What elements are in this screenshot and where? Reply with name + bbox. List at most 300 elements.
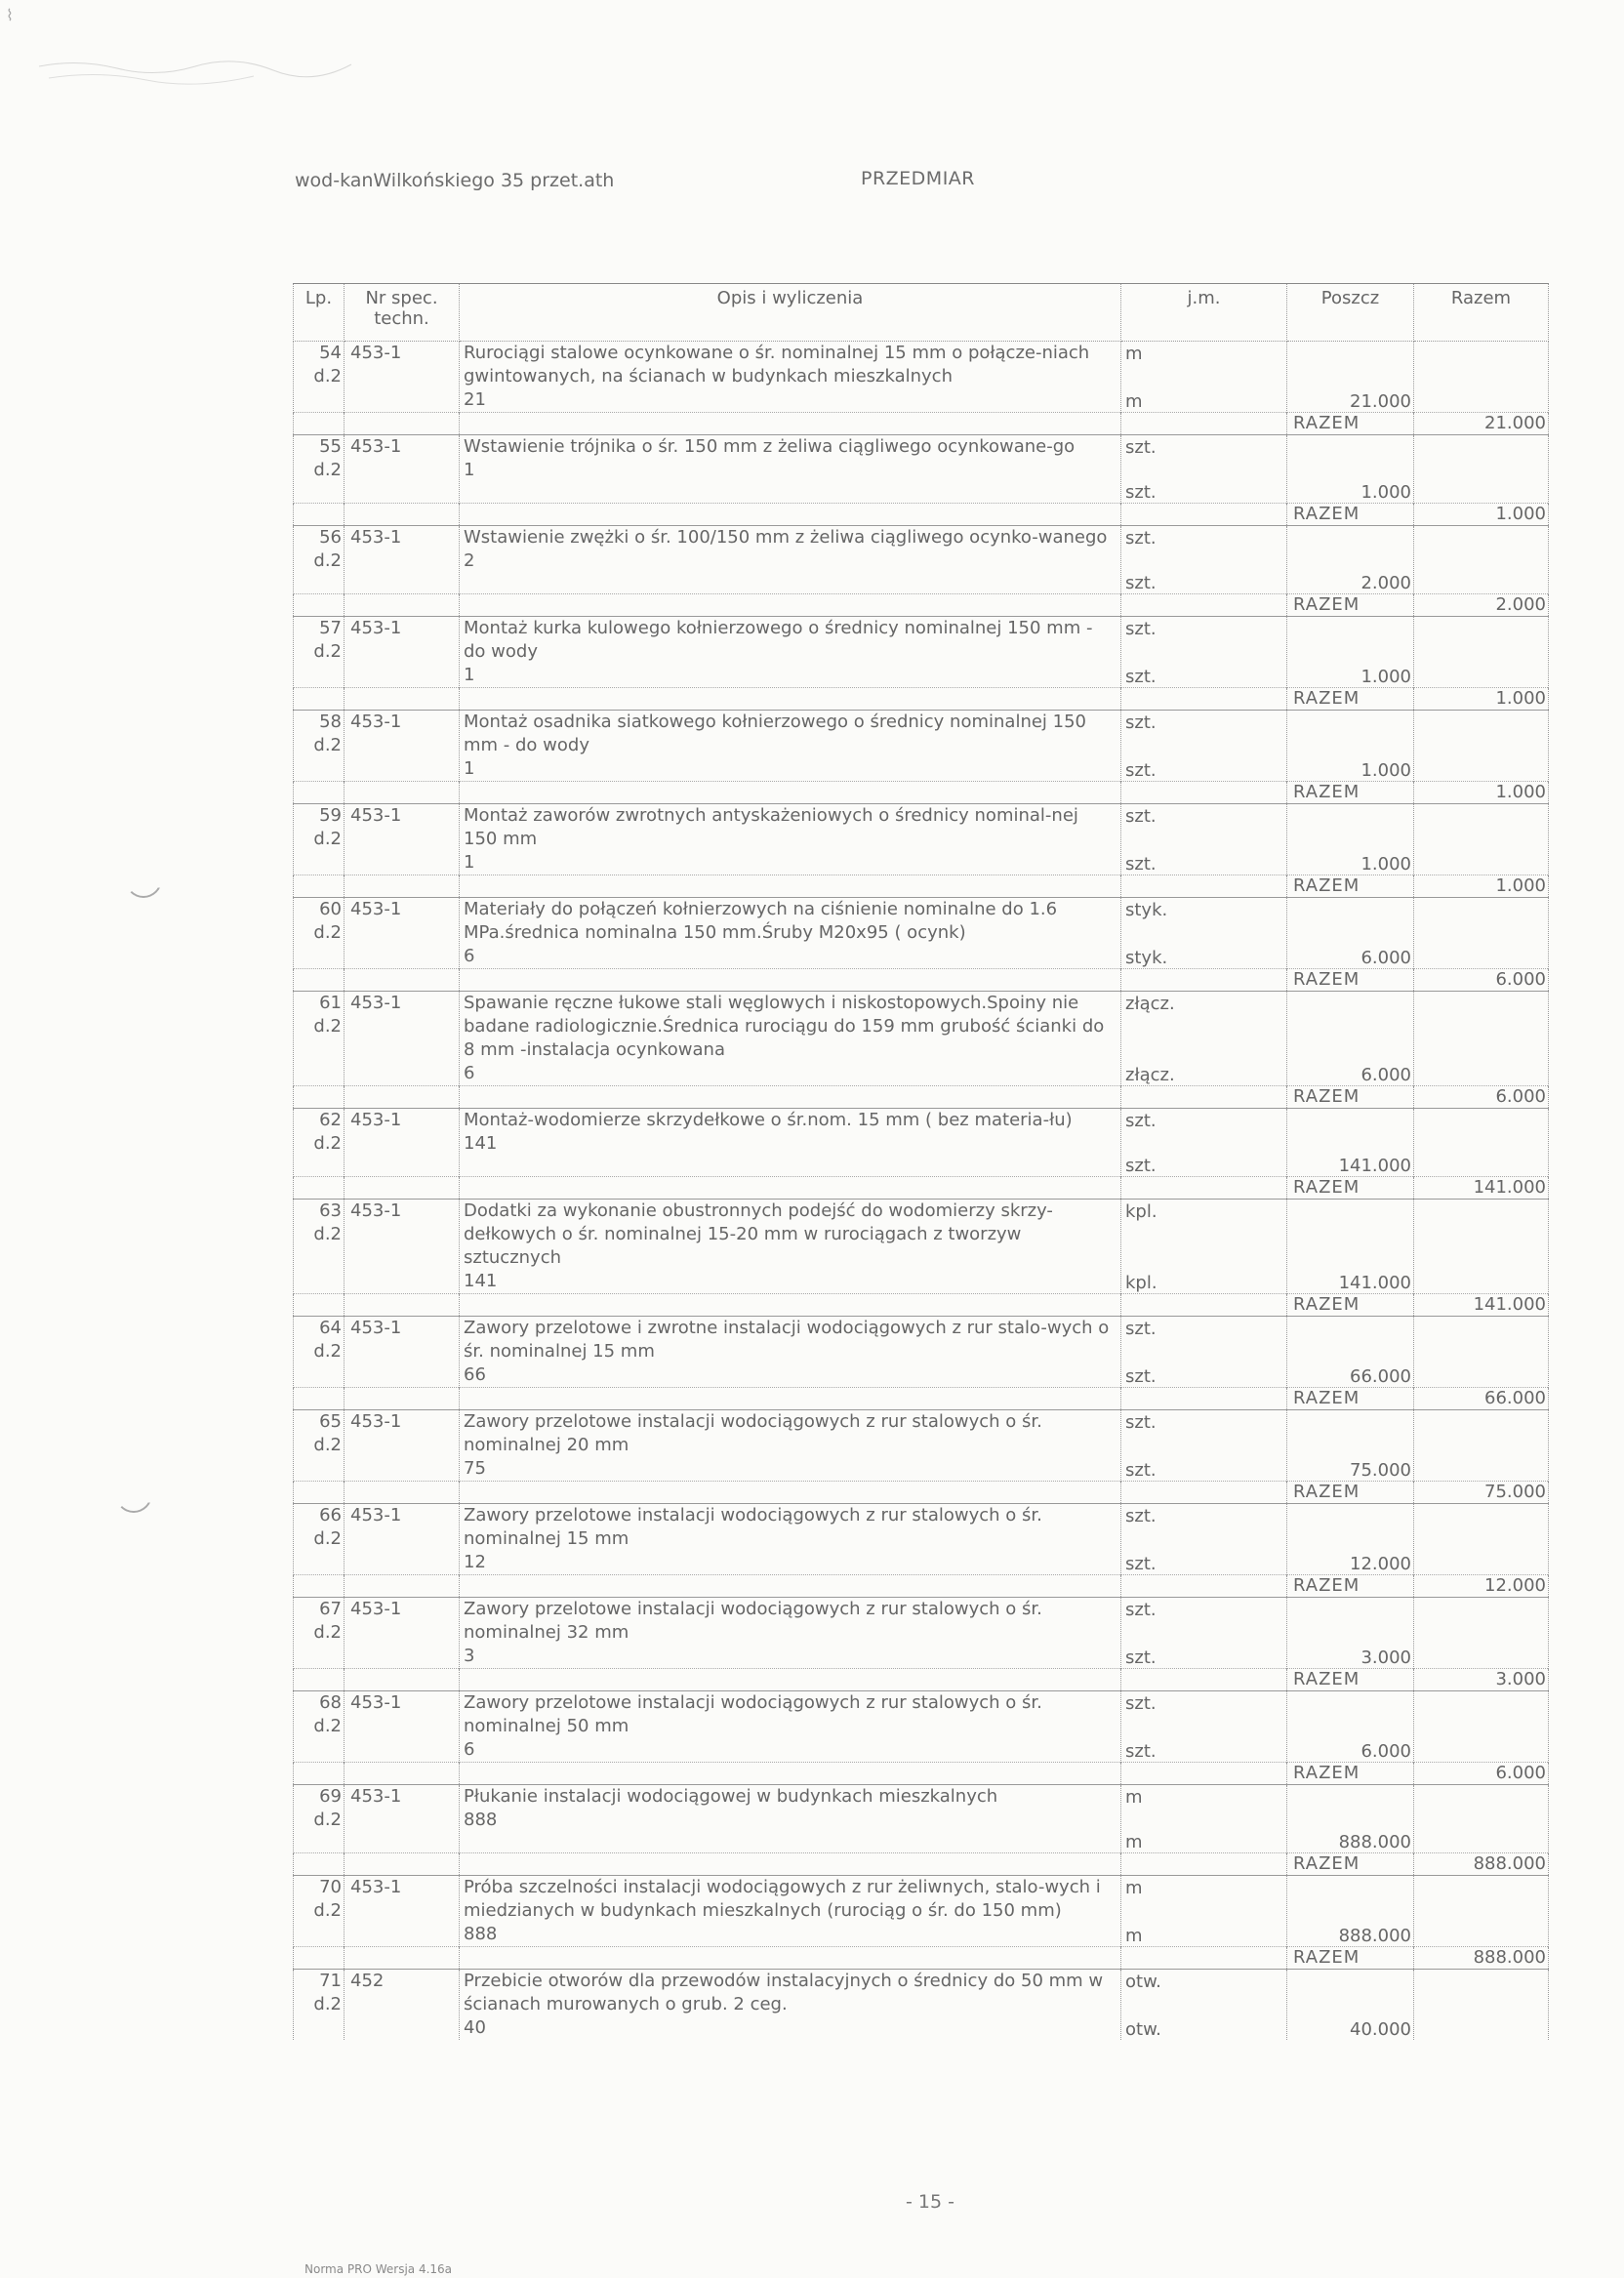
row-spec xyxy=(345,1876,460,1947)
sum-spec-empty xyxy=(345,594,460,617)
row-poszcz-value: 141.000 xyxy=(1338,1156,1411,1176)
row-lp-suffix: d.2 xyxy=(313,1810,342,1830)
row-description: Dodatki za wykonanie obustronnych podejść do wodomierzy skrzy-dełkowych o śr. nominalnej 15-20 mm w rurociągach z tworzyw sztucznych xyxy=(464,1200,1053,1268)
row-lp xyxy=(294,1410,345,1482)
row-unit-bottom: szt. xyxy=(1125,760,1157,781)
row-desc xyxy=(460,804,1121,875)
row-quantity-line: 6 xyxy=(464,1739,475,1760)
row-lp-suffix: d.2 xyxy=(313,1994,342,2014)
row-spec xyxy=(345,1200,460,1294)
row-spec xyxy=(345,1785,460,1853)
table-row xyxy=(294,804,1549,875)
row-description: Montaż osadnika siatkowego kołnierzowego o średnicy nominalnej 150 mm - do wody xyxy=(464,712,1087,755)
col-header-spec: Nr spec. techn. xyxy=(345,284,460,342)
row-lp xyxy=(294,804,345,875)
row-unit-bottom: szt. xyxy=(1125,1460,1157,1481)
row-lp-suffix: d.2 xyxy=(313,550,342,571)
row-unit xyxy=(1121,617,1287,688)
row-lp-number: 71 xyxy=(319,1971,342,1991)
row-unit-bottom: szt. xyxy=(1125,854,1157,875)
sum-spec-empty xyxy=(345,1947,460,1970)
sum-unit-empty xyxy=(1121,1482,1287,1504)
doc-title: PRZEDMIAR xyxy=(861,168,976,189)
sum-spec-empty xyxy=(345,782,460,804)
row-unit-top: m xyxy=(1125,1878,1143,1898)
row-desc xyxy=(460,1785,1121,1853)
row-razem-empty xyxy=(1414,992,1549,1086)
row-lp xyxy=(294,526,345,594)
sum-razem-label: RAZEM xyxy=(1287,413,1414,435)
table-row-sum xyxy=(294,1669,1549,1691)
row-lp xyxy=(294,1504,345,1575)
row-spec-code: 453-1 xyxy=(350,993,402,1013)
row-lp xyxy=(294,711,345,782)
row-poszcz-value: 6.000 xyxy=(1360,1065,1411,1085)
sum-razem-value: 12.000 xyxy=(1414,1575,1549,1598)
row-razem-empty xyxy=(1414,1785,1549,1853)
scan-mark-bracket xyxy=(125,878,162,898)
row-spec xyxy=(345,526,460,594)
row-lp-number: 69 xyxy=(319,1786,342,1807)
row-desc xyxy=(460,1876,1121,1947)
row-description: Przebicie otworów dla przewodów instalacyjnych o średnicy do 50 mm w ścianach murowanych o grub. 2 ceg. xyxy=(464,1971,1104,2014)
sum-razem-label: RAZEM xyxy=(1287,688,1414,711)
row-lp xyxy=(294,1876,345,1947)
row-lp-number: 70 xyxy=(319,1877,342,1897)
row-poszcz xyxy=(1287,1410,1414,1482)
row-lp-suffix: d.2 xyxy=(313,922,342,943)
row-lp-number: 61 xyxy=(319,993,342,1013)
row-unit-top: szt. xyxy=(1125,1600,1157,1620)
sum-spec-empty xyxy=(345,1482,460,1504)
row-poszcz xyxy=(1287,1598,1414,1669)
sum-spec-empty xyxy=(345,969,460,992)
row-poszcz xyxy=(1287,1970,1414,2041)
row-description: Próba szczelności instalacji wodociągowych z rur żeliwnych, stalo-wych i miedzianych w budynkach mieszkalnych (rurociąg o śr. do 150 mm) xyxy=(464,1877,1101,1921)
row-unit-top: szt. xyxy=(1125,1693,1157,1714)
sum-desc-empty xyxy=(460,594,1121,617)
row-lp-suffix: d.2 xyxy=(313,1224,342,1244)
row-lp-suffix: d.2 xyxy=(313,1528,342,1549)
row-quantity-line: 12 xyxy=(464,1552,486,1572)
row-unit-top: szt. xyxy=(1125,1412,1157,1433)
row-spec xyxy=(345,1970,460,2041)
row-lp-number: 59 xyxy=(319,805,342,826)
table-row-sum xyxy=(294,413,1549,435)
sum-razem-value: 888.000 xyxy=(1414,1853,1549,1876)
row-unit-bottom: m xyxy=(1125,1832,1143,1852)
sum-spec-empty xyxy=(345,1669,460,1691)
row-spec-code: 453-1 xyxy=(350,1786,402,1807)
sum-razem-label: RAZEM xyxy=(1287,969,1414,992)
row-desc xyxy=(460,1109,1121,1177)
row-description: Wstawienie zwężki o śr. 100/150 mm z żeliwa ciągliwego ocynko-wanego xyxy=(464,527,1108,548)
row-spec xyxy=(345,898,460,969)
sum-spec-empty xyxy=(345,1575,460,1598)
sum-razem-value: 75.000 xyxy=(1414,1482,1549,1504)
row-poszcz-value: 21.000 xyxy=(1350,391,1411,412)
row-description: Zawory przelotowe instalacji wodociągowych z rur stalowych o śr. nominalnej 32 mm xyxy=(464,1599,1042,1643)
sum-lp-empty xyxy=(294,1388,345,1410)
row-poszcz-value: 1.000 xyxy=(1360,482,1411,503)
row-description: Zawory przelotowe instalacji wodociągowych z rur stalowych o śr. nominalnej 20 mm xyxy=(464,1411,1042,1455)
row-spec-code: 453-1 xyxy=(350,1599,402,1619)
sum-razem-label: RAZEM xyxy=(1287,1177,1414,1200)
sum-unit-empty xyxy=(1121,1763,1287,1785)
row-unit-bottom: kpl. xyxy=(1125,1273,1157,1293)
row-lp-suffix: d.2 xyxy=(313,366,342,386)
row-poszcz-value: 6.000 xyxy=(1360,1741,1411,1762)
sum-desc-empty xyxy=(460,1482,1121,1504)
sum-lp-empty xyxy=(294,1294,345,1317)
row-lp-suffix: d.2 xyxy=(313,1622,342,1643)
sum-unit-empty xyxy=(1121,413,1287,435)
row-unit xyxy=(1121,898,1287,969)
row-unit-top: m xyxy=(1125,344,1143,364)
row-desc xyxy=(460,526,1121,594)
sum-desc-empty xyxy=(460,1853,1121,1876)
row-unit xyxy=(1121,711,1287,782)
footer-software: Norma PRO Wersja 4.16a xyxy=(304,2262,453,2276)
sum-razem-value: 2.000 xyxy=(1414,594,1549,617)
col-header-razem: Razem xyxy=(1414,284,1549,342)
row-unit-bottom: szt. xyxy=(1125,1156,1157,1176)
row-quantity-line: 1 xyxy=(464,758,475,779)
page-number: - 15 - xyxy=(906,2191,954,2213)
table-row-sum xyxy=(294,1763,1549,1785)
sum-razem-value: 6.000 xyxy=(1414,1086,1549,1109)
sum-spec-empty xyxy=(345,504,460,526)
row-desc xyxy=(460,1200,1121,1294)
table-row-sum xyxy=(294,969,1549,992)
row-spec xyxy=(345,1109,460,1177)
sum-lp-empty xyxy=(294,688,345,711)
sum-razem-label: RAZEM xyxy=(1287,594,1414,617)
sum-spec-empty xyxy=(345,1177,460,1200)
row-spec xyxy=(345,617,460,688)
row-razem-empty xyxy=(1414,617,1549,688)
row-poszcz-value: 1.000 xyxy=(1360,854,1411,875)
row-quantity-line: 6 xyxy=(464,1063,475,1083)
row-spec-code: 453-1 xyxy=(350,1200,402,1221)
sum-desc-empty xyxy=(460,504,1121,526)
sum-lp-empty xyxy=(294,969,345,992)
sum-razem-label: RAZEM xyxy=(1287,1853,1414,1876)
row-description: Montaż-wodomierze skrzydełkowe o śr.nom. 15 mm ( bez materia-łu) xyxy=(464,1110,1073,1130)
row-unit-bottom: szt. xyxy=(1125,1741,1157,1762)
row-quantity-line: 40 xyxy=(464,2017,486,2038)
sum-spec-empty xyxy=(345,1388,460,1410)
row-quantity-line: 1 xyxy=(464,852,475,873)
file-name: wod-kanWilkońskiego 35 przet.ath xyxy=(295,170,615,191)
sum-lp-empty xyxy=(294,1482,345,1504)
row-description: Montaż zaworów zwrotnych antyskażeniowych o średnicy nominal-nej 150 mm xyxy=(464,805,1078,849)
row-poszcz-value: 888.000 xyxy=(1338,1926,1411,1946)
row-quantity-line: 1 xyxy=(464,665,475,685)
sum-desc-empty xyxy=(460,413,1121,435)
row-lp-suffix: d.2 xyxy=(313,1341,342,1362)
sum-lp-empty xyxy=(294,1763,345,1785)
sum-razem-label: RAZEM xyxy=(1287,782,1414,804)
row-poszcz xyxy=(1287,804,1414,875)
row-desc xyxy=(460,1691,1121,1763)
sum-desc-empty xyxy=(460,688,1121,711)
row-description: Zawory przelotowe instalacji wodociągowych z rur stalowych o śr. nominalnej 15 mm xyxy=(464,1505,1042,1549)
sum-unit-empty xyxy=(1121,594,1287,617)
row-poszcz-value: 2.000 xyxy=(1360,573,1411,593)
sum-razem-value: 1.000 xyxy=(1414,688,1549,711)
row-unit-top: szt. xyxy=(1125,619,1157,639)
sum-desc-empty xyxy=(460,782,1121,804)
table-row xyxy=(294,342,1549,413)
row-quantity-line: 2 xyxy=(464,550,475,571)
row-lp-suffix: d.2 xyxy=(313,1435,342,1455)
sum-razem-value: 888.000 xyxy=(1414,1947,1549,1970)
row-lp-number: 64 xyxy=(319,1318,342,1338)
row-razem-empty xyxy=(1414,1109,1549,1177)
row-unit-top: szt. xyxy=(1125,437,1157,458)
row-spec xyxy=(345,711,460,782)
sum-razem-value: 1.000 xyxy=(1414,504,1549,526)
sum-razem-value: 1.000 xyxy=(1414,782,1549,804)
row-unit-top: otw. xyxy=(1125,1972,1161,1992)
sum-razem-label: RAZEM xyxy=(1287,1086,1414,1109)
row-poszcz xyxy=(1287,1785,1414,1853)
row-poszcz xyxy=(1287,1317,1414,1388)
row-poszcz xyxy=(1287,526,1414,594)
row-razem-empty xyxy=(1414,342,1549,413)
row-desc xyxy=(460,1504,1121,1575)
row-poszcz xyxy=(1287,1504,1414,1575)
row-lp-suffix: d.2 xyxy=(313,1900,342,1921)
row-spec-code: 453-1 xyxy=(350,618,402,638)
table-row xyxy=(294,526,1549,594)
sum-desc-empty xyxy=(460,1669,1121,1691)
row-unit-top: szt. xyxy=(1125,1319,1157,1339)
row-desc xyxy=(460,435,1121,504)
row-unit xyxy=(1121,1504,1287,1575)
row-spec-code: 453-1 xyxy=(350,1110,402,1130)
row-unit-bottom: szt. xyxy=(1125,573,1157,593)
row-quantity-line: 21 xyxy=(464,389,486,410)
row-spec xyxy=(345,804,460,875)
row-unit-bottom: złącz. xyxy=(1125,1065,1175,1085)
row-spec xyxy=(345,435,460,504)
row-unit-top: styk. xyxy=(1125,900,1168,920)
row-lp-number: 68 xyxy=(319,1692,342,1713)
row-lp xyxy=(294,1317,345,1388)
scan-mark: ⌇ xyxy=(6,6,14,24)
row-lp-number: 56 xyxy=(319,527,342,548)
row-lp xyxy=(294,617,345,688)
sum-razem-label: RAZEM xyxy=(1287,1669,1414,1691)
row-unit xyxy=(1121,1876,1287,1947)
row-spec-code: 453-1 xyxy=(350,1505,402,1525)
sum-spec-empty xyxy=(345,1086,460,1109)
row-lp-number: 60 xyxy=(319,899,342,919)
row-description: Materiały do połączeń kołnierzowych na ciśnienie nominalne do 1.6 MPa.średnica nominalna 150 mm.Śruby M20x95 ( ocynk) xyxy=(464,899,1058,943)
row-unit-top: kpl. xyxy=(1125,1201,1157,1222)
row-unit xyxy=(1121,1970,1287,2041)
sum-spec-empty xyxy=(345,875,460,898)
sum-unit-empty xyxy=(1121,875,1287,898)
sum-unit-empty xyxy=(1121,688,1287,711)
row-spec-code: 453-1 xyxy=(350,1877,402,1897)
sum-lp-empty xyxy=(294,1947,345,1970)
sum-lp-empty xyxy=(294,1575,345,1598)
row-spec xyxy=(345,1598,460,1669)
table-row-sum xyxy=(294,1294,1549,1317)
row-razem-empty xyxy=(1414,1970,1549,2041)
row-lp xyxy=(294,1598,345,1669)
row-unit-bottom: szt. xyxy=(1125,482,1157,503)
sum-unit-empty xyxy=(1121,1947,1287,1970)
sum-desc-empty xyxy=(460,1763,1121,1785)
row-razem-empty xyxy=(1414,526,1549,594)
col-header-lp: Lp. xyxy=(294,284,345,342)
row-lp-number: 63 xyxy=(319,1200,342,1221)
sum-razem-value: 1.000 xyxy=(1414,875,1549,898)
table-row xyxy=(294,992,1549,1086)
row-razem-empty xyxy=(1414,711,1549,782)
row-spec xyxy=(345,1317,460,1388)
row-unit-bottom: szt. xyxy=(1125,1647,1157,1668)
sum-razem-value: 141.000 xyxy=(1414,1294,1549,1317)
table-row xyxy=(294,617,1549,688)
row-razem-empty xyxy=(1414,898,1549,969)
row-description: Wstawienie trójnika o śr. 150 mm z żeliwa ciągliwego ocynkowane-go xyxy=(464,436,1076,457)
row-spec xyxy=(345,342,460,413)
row-razem-empty xyxy=(1414,1598,1549,1669)
row-quantity-line: 1 xyxy=(464,460,475,480)
sum-spec-empty xyxy=(345,1853,460,1876)
row-unit xyxy=(1121,435,1287,504)
row-unit xyxy=(1121,1410,1287,1482)
row-quantity-line: 66 xyxy=(464,1364,486,1385)
row-spec xyxy=(345,1504,460,1575)
row-spec-code: 453-1 xyxy=(350,1692,402,1713)
sum-unit-empty xyxy=(1121,782,1287,804)
scan-artifact-scribble xyxy=(39,57,351,92)
row-poszcz xyxy=(1287,617,1414,688)
row-quantity-line: 3 xyxy=(464,1646,475,1666)
row-unit-top: złącz. xyxy=(1125,994,1175,1014)
row-unit-bottom: szt. xyxy=(1125,1366,1157,1387)
row-quantity-line: 6 xyxy=(464,946,475,966)
row-spec-code: 453-1 xyxy=(350,899,402,919)
row-description: Rurociągi stalowe ocynkowane o śr. nominalnej 15 mm o połącze-niach gwintowanych, na ścianach w budynkach mieszkalnych xyxy=(464,343,1090,386)
row-unit-bottom: m xyxy=(1125,391,1143,412)
row-unit xyxy=(1121,1109,1287,1177)
table-row xyxy=(294,1317,1549,1388)
sum-lp-empty xyxy=(294,504,345,526)
row-unit-top: szt. xyxy=(1125,528,1157,549)
row-poszcz xyxy=(1287,992,1414,1086)
row-razem-empty xyxy=(1414,1317,1549,1388)
table-row xyxy=(294,1504,1549,1575)
table-row xyxy=(294,898,1549,969)
row-lp xyxy=(294,435,345,504)
row-poszcz xyxy=(1287,1200,1414,1294)
row-unit-bottom: styk. xyxy=(1125,948,1168,968)
table-row-sum xyxy=(294,1177,1549,1200)
sum-unit-empty xyxy=(1121,969,1287,992)
row-poszcz xyxy=(1287,1109,1414,1177)
table-row xyxy=(294,1109,1549,1177)
row-poszcz xyxy=(1287,342,1414,413)
table-row xyxy=(294,1691,1549,1763)
row-unit xyxy=(1121,1598,1287,1669)
sum-lp-empty xyxy=(294,782,345,804)
row-desc xyxy=(460,898,1121,969)
row-razem-empty xyxy=(1414,1504,1549,1575)
sum-desc-empty xyxy=(460,1294,1121,1317)
table-row xyxy=(294,1970,1549,2041)
sum-razem-label: RAZEM xyxy=(1287,504,1414,526)
sum-razem-value: 6.000 xyxy=(1414,1763,1549,1785)
sum-lp-empty xyxy=(294,875,345,898)
sum-razem-value: 3.000 xyxy=(1414,1669,1549,1691)
row-quantity-line: 141 xyxy=(464,1271,498,1291)
row-unit xyxy=(1121,342,1287,413)
table-header-row xyxy=(294,284,1549,342)
row-lp-number: 66 xyxy=(319,1505,342,1525)
row-desc xyxy=(460,617,1121,688)
row-unit xyxy=(1121,1691,1287,1763)
sum-razem-value: 21.000 xyxy=(1414,413,1549,435)
row-lp xyxy=(294,1970,345,2041)
row-lp xyxy=(294,1691,345,1763)
row-description: Spawanie ręczne łukowe stali węglowych i niskostopowych.Spoiny nie badane radiologicznie.Średnica rurociągu do 159 mm grubość ścianki do 8 mm -instalacja ocynkowana xyxy=(464,993,1105,1060)
row-quantity-line: 888 xyxy=(464,1810,498,1830)
row-quantity-line: 141 xyxy=(464,1133,498,1154)
sum-unit-empty xyxy=(1121,1669,1287,1691)
sum-razem-label: RAZEM xyxy=(1287,1294,1414,1317)
row-desc xyxy=(460,1410,1121,1482)
sum-razem-label: RAZEM xyxy=(1287,1763,1414,1785)
row-lp xyxy=(294,1109,345,1177)
row-lp-suffix: d.2 xyxy=(313,1133,342,1154)
row-spec xyxy=(345,1410,460,1482)
row-poszcz-value: 141.000 xyxy=(1338,1273,1411,1293)
row-spec-code: 453-1 xyxy=(350,527,402,548)
row-unit xyxy=(1121,804,1287,875)
table-row-sum xyxy=(294,1388,1549,1410)
sum-lp-empty xyxy=(294,1086,345,1109)
row-desc xyxy=(460,711,1121,782)
row-desc xyxy=(460,342,1121,413)
table-row xyxy=(294,1410,1549,1482)
row-poszcz-value: 66.000 xyxy=(1350,1366,1411,1387)
row-lp-number: 55 xyxy=(319,436,342,457)
row-spec-code: 453-1 xyxy=(350,805,402,826)
sum-unit-empty xyxy=(1121,1086,1287,1109)
row-lp-number: 62 xyxy=(319,1110,342,1130)
table-row xyxy=(294,1200,1549,1294)
row-description: Montaż kurka kulowego kołnierzowego o średnicy nominalnej 150 mm - do wody xyxy=(464,618,1093,662)
row-desc xyxy=(460,992,1121,1086)
row-poszcz-value: 40.000 xyxy=(1350,2019,1411,2040)
sum-razem-value: 141.000 xyxy=(1414,1177,1549,1200)
sum-spec-empty xyxy=(345,1294,460,1317)
row-spec-code: 453-1 xyxy=(350,436,402,457)
table-row-sum xyxy=(294,1575,1549,1598)
col-header-poszcz: Poszcz xyxy=(1287,284,1414,342)
row-spec-code: 453-1 xyxy=(350,712,402,732)
row-spec xyxy=(345,992,460,1086)
table-row xyxy=(294,435,1549,504)
row-quantity-line: 75 xyxy=(464,1458,486,1479)
